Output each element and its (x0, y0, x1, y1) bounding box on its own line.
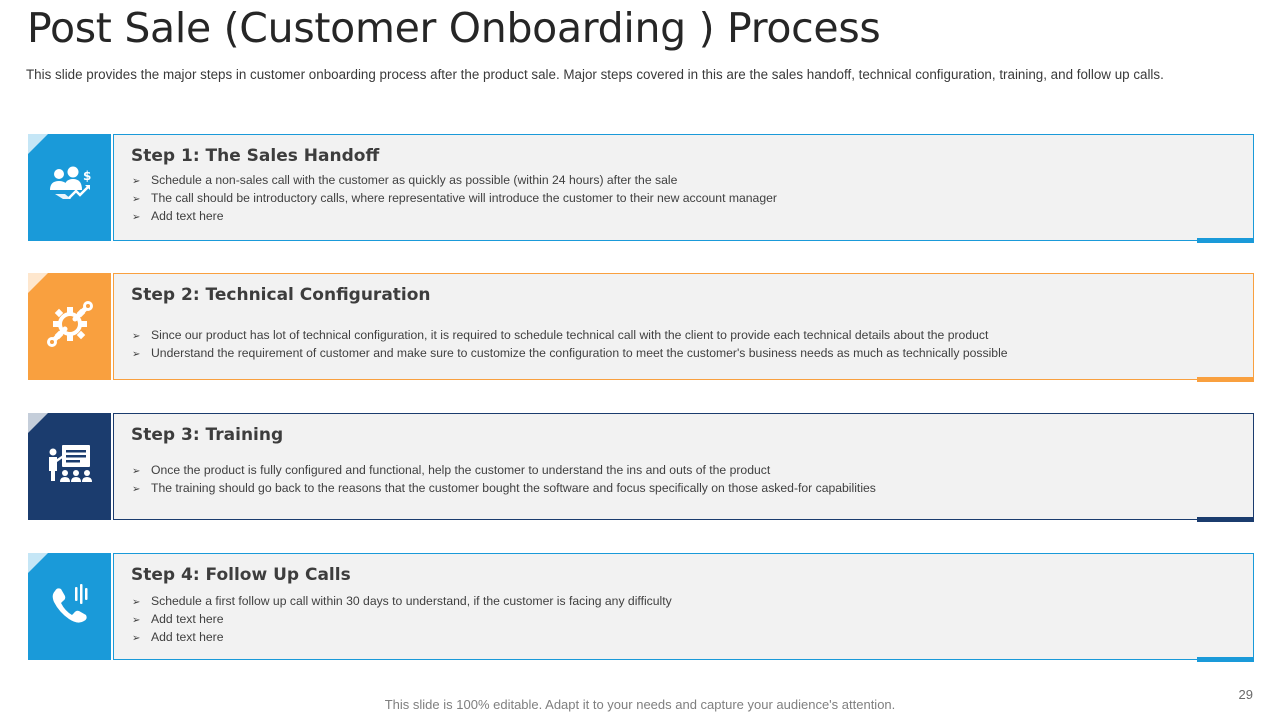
list-item: ➢ The call should be introductory calls, where representative will introduce the customer to their new account manager (132, 191, 777, 205)
list-item: ➢ Understand the requirement of customer and make sure to customize the configuration to meet the customer's business needs as much as technically possible (132, 346, 1008, 360)
list-item: ➢ Add text here (132, 612, 224, 626)
step-4-accent-bar (1197, 657, 1254, 662)
step-4-card (113, 553, 1254, 660)
step-3-row (28, 413, 1256, 521)
footer-note: This slide is 100% editable. Adapt it to your needs and capture your audience's attention. (384, 697, 896, 712)
step-2-icon-box (28, 273, 111, 380)
list-item: ➢ The training should go back to the reasons that the customer bought the software and focus specifically on those asked-for capabilities (132, 481, 876, 495)
step-4-icon-box (28, 553, 111, 660)
step-4-heading: Step 4: Follow Up Calls (131, 565, 351, 585)
step-2-row (28, 273, 1256, 381)
handshake-people-dollar-icon (45, 160, 95, 215)
step-4-bullets (132, 593, 672, 647)
step-3-heading: Step 3: Training (131, 425, 284, 445)
list-item: ➢ Schedule a non-sales call with the customer as quickly as possible (within 24 hours) after the sale (132, 173, 678, 187)
gear-wrench-icon (45, 299, 95, 354)
step-1-accent-bar (1197, 238, 1254, 243)
step-3-icon-box (28, 413, 111, 520)
step-1-bullets (132, 172, 777, 226)
step-2-accent-bar (1197, 377, 1254, 382)
step-2-heading: Step 2: Technical Configuration (131, 285, 431, 305)
list-item: ➢ Add text here (132, 209, 224, 223)
step-3-accent-bar (1197, 517, 1254, 522)
list-item: ➢ Since our product has lot of technical configuration, it is required to schedule technical call with the client to provide each technical details about the product (132, 328, 989, 342)
step-1-heading: Step 1: The Sales Handoff (131, 146, 380, 166)
list-item: ➢ Once the product is fully configured and functional, help the customer to understand the ins and outs of the product (132, 463, 771, 477)
step-1-row (28, 134, 1256, 242)
list-item: ➢ Schedule a first follow up call within 30 days to understand, if the customer is facing any difficulty (132, 594, 672, 608)
step-2-card (113, 273, 1254, 380)
presentation-training-icon (45, 439, 95, 494)
step-3-card (113, 413, 1254, 520)
step-1-card (113, 134, 1254, 241)
step-4-row (28, 553, 1256, 661)
step-2-bullets (132, 327, 1008, 363)
page-number: 29 (1238, 687, 1253, 702)
svg-text:$: $ (82, 169, 91, 183)
phone-call-icon (45, 579, 95, 634)
slide-title: Post Sale (Customer Onboarding ) Process (27, 4, 881, 52)
list-item: ➢ Add text here (132, 630, 224, 644)
step-3-bullets (132, 462, 876, 498)
step-1-icon-box (28, 134, 111, 241)
slide-subtitle: This slide provides the major steps in customer onboarding process after the product sale. Major steps covered in this are the sales handoff, technical configuration, training, and follow up calls. (26, 67, 1164, 82)
